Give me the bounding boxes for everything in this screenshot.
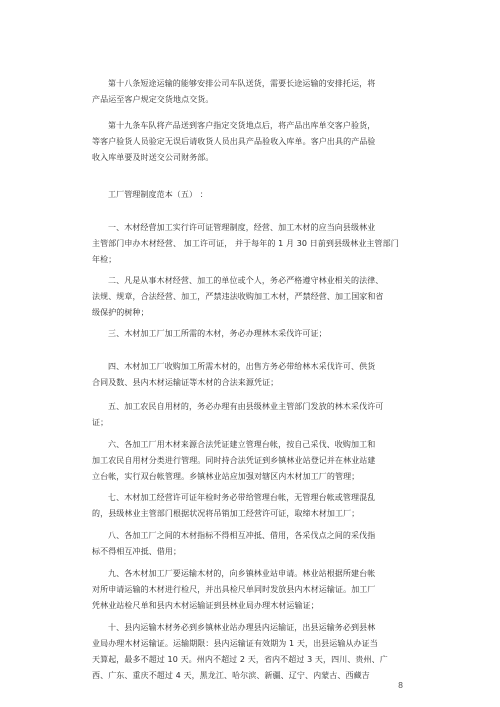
text-line: 工厂管理制度范本（五） ： [108, 190, 208, 199]
text-line: 业局办理木材运输证。运输期限：县内运输证有效期为 1 天，出县运输从办证当 [92, 639, 378, 648]
paragraph-item-3 [92, 326, 426, 342]
text-line: 的，县级林业主管部门根据状况将吊销加工经营许可证，取缔木材加工厂； [92, 509, 360, 518]
text-line: 收入库单要及时送交公司财务部。 [92, 153, 214, 162]
text-line: 等客户验货人员验定无误后请收货人员出具产品验收入库单。客户出具的产品验 [92, 137, 376, 146]
paragraph-item-6 [92, 437, 426, 485]
text-line: 标不得相互冲抵、借用； [92, 547, 182, 556]
text-line: 第十九条车队将产品送到客户指定交货地点后，将产品出库单交客户验货， [108, 121, 376, 130]
paragraph-item-9 [92, 566, 426, 614]
text-line: 三、木材加工厂加工所需的木材，务必办理林木采伐许可证； [108, 329, 327, 338]
text-line: 年检； [92, 255, 117, 264]
text-line: 四、木材加工厂收购加工所需木材的，出售方务必带给林木采伐许可、供货 [108, 362, 376, 371]
text-line: 法规、规章，合法经营、加工，严禁违法收购加工木材，严禁经营、加工国家和省 [92, 292, 384, 301]
paragraph-item-8 [92, 528, 426, 560]
text-line: 六、各加工厂用木材来源合法凭证建立管理台帐，按自己采伐、收购加工和 [108, 440, 376, 449]
text-line: 天算起，最多不超过 10 天。州内不超过 2 天，省内不超过 3 天，四川、贵州、广 [92, 655, 388, 664]
text-line: 对所申请运输的木材进行检尺，并出具检尺单同时发放县内木材运输证。加工厂 [92, 585, 376, 594]
page-number: 8 [398, 681, 404, 690]
paragraph-item-2 [92, 273, 426, 321]
text-line: 一、木材经营加工实行许可证管理制度，经营、加工木材的应当向县级林业 [108, 223, 376, 232]
text-line: 九、各木材加工厂要运输木材的，向乡镇林业站申请。林业站根据所建台帐 [108, 569, 376, 578]
section-heading [92, 187, 426, 203]
paragraph-item-10 [92, 620, 426, 684]
paragraph-item-7 [92, 490, 426, 522]
text-line: 八、各加工厂之间的木材指标不得相互冲抵、借用，各采伐点之间的采伐指 [108, 531, 376, 540]
text-line: 级保护的树种； [92, 308, 149, 317]
paragraph-item-5 [92, 399, 426, 431]
text-line: 产品运至客户规定交货地点交货。 [92, 95, 214, 104]
text-line: 五、加工农民自用材的，务必办理有由县级林业主管部门发放的林木采伐许可 [108, 402, 384, 411]
text-line: 第十八条短途运输的能够安排公司车队送货，需要长途运输的安排托运，将 [108, 79, 376, 88]
text-line: 加工农民自用材分类进行管理。同时持合法凭证到乡镇林业站登记并在林业站建 [92, 456, 376, 465]
text-line: 立台帐，实行双台帐管理。乡镇林业站应加强对辖区内木材加工厂的管理； [92, 472, 360, 481]
paragraph-article-19 [92, 118, 426, 166]
paragraph-article-18 [92, 76, 426, 108]
text-line: 凭林业站检尺单和县内木材运输证到县林业局办理木材运输证； [92, 601, 319, 610]
paragraph-item-4 [92, 359, 426, 391]
text-line: 主管部门申办木材经营、 加工许可证， 并于每年的 1 月 30 日前到县级林业主管部门 [92, 239, 399, 248]
paragraph-item-1 [92, 220, 426, 268]
text-line: 证； [92, 418, 109, 427]
text-line: 西、广东、重庆不超过 4 天，黑龙江、哈尔滨、新疆、辽宁、内蒙古、西藏吉 [92, 671, 370, 680]
text-line: 七、木材加工经营许可证年检时务必带给管理台帐，无管理台帐或管理混乱 [108, 493, 376, 502]
text-line: 合同及数、县内木材运输证等木材的合法来源凭证； [92, 378, 279, 387]
text-line: 二、凡是从事木材经营、加工的单位或个人，务必严格遵守林业相关的法律、 [108, 276, 384, 285]
text-line: 十、县内运输木材务必到乡镇林业站办理县内运输证，出县运输务必到县林 [108, 623, 376, 632]
